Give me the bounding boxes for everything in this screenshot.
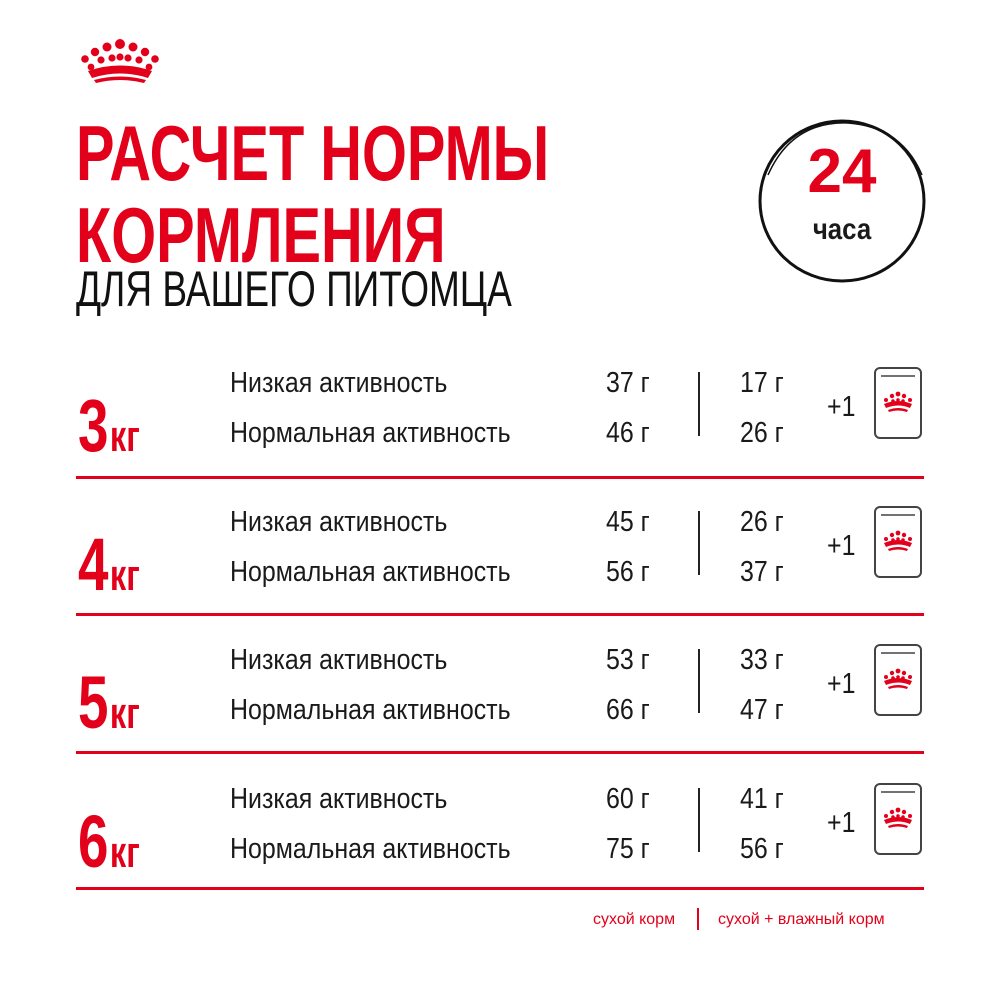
weight-label — [78, 802, 140, 882]
feeding-row-3kg — [0, 366, 1000, 504]
weight-unit: кг — [109, 551, 140, 600]
page-title — [76, 109, 550, 279]
plus-one-label: +1 — [827, 530, 856, 562]
legend-dry: сухой корм — [593, 911, 676, 928]
plus-one-label: +1 — [827, 807, 856, 839]
column-divider — [698, 511, 700, 575]
normal-activity-label: Нормальная активность — [230, 556, 511, 588]
feeding-row-4kg — [0, 505, 1000, 643]
normal-mixed-value: 56 г — [740, 833, 784, 865]
weight-label — [78, 525, 140, 605]
low-dry-value: 53 г — [606, 644, 650, 676]
page-subtitle: ДЛЯ ВАШЕГО ПИТОМЦА — [76, 261, 512, 317]
normal-activity-label: Нормальная активность — [230, 694, 511, 726]
low-mixed-value: 26 г — [740, 506, 784, 538]
low-dry-value: 37 г — [606, 367, 650, 399]
low-mixed-value: 17 г — [740, 367, 784, 399]
normal-dry-value: 75 г — [606, 833, 650, 865]
normal-dry-value: 46 г — [606, 417, 650, 449]
weight-unit: кг — [109, 412, 140, 461]
title-line-2: КОРМЛЕНИЯ — [76, 191, 446, 279]
weight-label — [78, 663, 140, 743]
normal-mixed-value: 37 г — [740, 556, 784, 588]
normal-mixed-value: 47 г — [740, 694, 784, 726]
weight-value: 6 — [78, 800, 109, 883]
feeding-row-5kg — [0, 643, 1000, 781]
legend-divider — [697, 908, 699, 930]
feeding-row-6kg — [0, 782, 1000, 920]
column-divider — [698, 372, 700, 436]
crown-logo-icon — [74, 38, 166, 84]
normal-activity-label: Нормальная активность — [230, 417, 511, 449]
column-divider — [698, 788, 700, 852]
low-activity-label: Низкая активность — [230, 367, 448, 399]
badge-unit: часа — [812, 213, 872, 246]
pouch-icon — [873, 643, 923, 717]
pouch-icon — [873, 366, 923, 440]
low-mixed-value: 41 г — [740, 783, 784, 815]
legend-mixed: сухой + влажный корм — [718, 911, 885, 928]
row-divider — [76, 887, 924, 890]
column-divider — [698, 649, 700, 713]
normal-dry-value: 66 г — [606, 694, 650, 726]
weight-value: 5 — [78, 661, 109, 744]
normal-activity-label: Нормальная активность — [230, 833, 511, 865]
weight-unit: кг — [109, 689, 140, 738]
normal-dry-value: 56 г — [606, 556, 650, 588]
low-activity-label: Низкая активность — [230, 644, 448, 676]
low-mixed-value: 33 г — [740, 644, 784, 676]
pouch-icon — [873, 505, 923, 579]
plus-one-label: +1 — [827, 668, 856, 700]
low-dry-value: 45 г — [606, 506, 650, 538]
weight-value: 3 — [78, 384, 109, 467]
badge-number: 24 — [807, 137, 877, 206]
normal-mixed-value: 26 г — [740, 417, 784, 449]
plus-one-label: +1 — [827, 391, 856, 423]
pouch-icon — [873, 782, 923, 856]
low-dry-value: 60 г — [606, 783, 650, 815]
low-activity-label: Низкая активность — [230, 506, 448, 538]
row-divider — [76, 751, 924, 754]
row-divider — [76, 613, 924, 616]
low-activity-label: Низкая активность — [230, 783, 448, 815]
weight-label — [78, 386, 140, 466]
row-divider — [76, 476, 924, 479]
weight-unit: кг — [109, 828, 140, 877]
title-line-1: РАСЧЕТ НОРМЫ — [76, 109, 550, 197]
weight-value: 4 — [78, 523, 109, 606]
